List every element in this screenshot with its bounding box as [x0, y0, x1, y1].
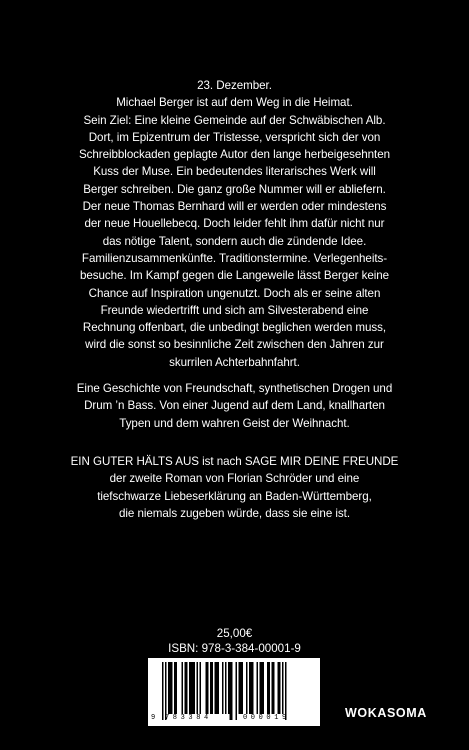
blurb-line: die niemals zugeben würde, dass sie eine ist.: [118, 506, 351, 520]
blurb-line: Familienzusammenkünfte. Traditionstermine. Verlegenheits-: [81, 251, 388, 265]
barcode-bar: [162, 662, 164, 720]
isbn-label: ISBN: 978-3-384-00001-9: [168, 642, 301, 655]
barcode-bar: [174, 662, 176, 714]
barcode-bar: [189, 662, 191, 714]
blurb-line: Michael Berger ist auf dem Weg in die Heimat.: [116, 96, 353, 110]
barcode-bar: [168, 662, 170, 714]
barcode-digits: [148, 713, 320, 725]
barcode-bar: [212, 662, 214, 714]
blurb-line: Sein Ziel: Eine kleine Gemeinde auf der Schwäbischen Alb.: [83, 113, 386, 127]
barcode-bar: [242, 662, 244, 714]
barcode-bar: [192, 662, 194, 714]
barcode-bar: [239, 662, 241, 714]
isbn-barcode: [148, 658, 320, 726]
barcode-bar: [230, 662, 232, 720]
barcode-bar: [206, 662, 208, 714]
barcode-bar: [200, 662, 202, 714]
barcode-bar: [246, 662, 248, 714]
blurb-line: skurrilen Achterbahnfahrt.: [169, 355, 300, 369]
barcode-bar: [272, 662, 274, 714]
barcode-bar: [197, 662, 199, 714]
blurb-line: Dort, im Epizentrum der Tristesse, verspricht sich der von: [88, 130, 381, 144]
barcode-bar: [278, 662, 280, 714]
barcode-bar: [218, 662, 220, 714]
barcode-bar: [215, 662, 217, 714]
blurb-line: 23. Dezember.: [197, 79, 272, 92]
blurb-line: Schreibblockaden geplagte Autor den lange herbeigesehnten: [78, 148, 391, 162]
barcode-bar: [257, 662, 259, 714]
barcode-bar: [216, 662, 218, 714]
blurb-line: Typen und dem wahren Geist der Weihnacht.: [119, 416, 350, 430]
publisher-name: WOKASOMA: [345, 706, 427, 720]
barcode-bar: [267, 662, 269, 714]
barcode-bar: [240, 662, 242, 714]
barcode-bar: [282, 662, 284, 714]
barcode-bar: [273, 662, 275, 714]
barcode-bar: [165, 662, 167, 720]
barcode-bar: [194, 662, 196, 714]
barcode-bar: [170, 662, 172, 714]
barcode-bar: [191, 662, 193, 714]
blurb-line: wird die sonst so besinnliche Zeit zwischen den Jahren zur: [85, 338, 384, 352]
barcode-bar: [261, 662, 263, 714]
barcode-bar: [263, 662, 265, 714]
barcode-bar: [251, 662, 253, 714]
barcode-bar: [252, 662, 254, 714]
blurb-line: Eine Geschichte von Freundschaft, synthetischen Drogen und: [76, 382, 393, 395]
blurb-line: Der neue Thomas Bernhard will er werden oder mindestens: [82, 200, 387, 214]
blurb-line: Drum ’n Bass. Von einer Jugend auf dem Land, knallharten: [84, 399, 385, 413]
price-label: 25,00€: [216, 627, 253, 640]
barcode-bar: [186, 662, 188, 714]
blurb-line: EIN GUTER HÄLTS AUS ist nach SAGE MIR DEINE FREUNDE: [70, 455, 399, 468]
blurb-paragraph-1: [20, 77, 449, 371]
barcode-bar: [207, 662, 209, 714]
blurb-line: das nötige Talent, sondern auch die zündende Idee.: [102, 234, 367, 248]
barcode-bar: [185, 662, 187, 714]
barcode-bar: [171, 662, 173, 714]
barcode-bar: [231, 662, 233, 720]
blurb-line: der zweite Roman von Florian Schröder und eine: [109, 472, 360, 486]
barcode-bar: [222, 662, 224, 714]
blurb-line: der neue Houellebecq. Doch leider fehlt ihm dafür nicht nur: [84, 217, 385, 231]
blurb-line: Berger schreiben. Die ganz große Nummer will er abliefern.: [83, 182, 386, 196]
barcode-bar: [279, 662, 281, 714]
blurb-paragraph-2: [20, 380, 449, 432]
barcode-bar: [182, 662, 184, 714]
barcode-bar: [285, 662, 287, 720]
barcode-bar: [269, 662, 271, 714]
blurb-line: Kuss der Muse. Ein bedeutendes literarisches Werk will: [93, 165, 376, 179]
blurb-line: tiefschwarze Liebeserklärung an Baden-Württemberg,: [97, 489, 372, 503]
barcode-bar: [236, 662, 238, 720]
barcode-bar: [225, 662, 227, 714]
barcode-digits-right: 000019: [243, 714, 290, 722]
barcode-bar: [228, 662, 230, 714]
barcode-digits-left: 783384: [165, 714, 212, 722]
blurb-line: Freunde wiedertrifft und sich am Silvesterabend eine: [100, 303, 369, 317]
barcode-bar: [176, 662, 178, 714]
blurb-line: Rechnung offenbart, die unbedingt beglichen werden muss,: [82, 321, 387, 335]
barcode-bar: [260, 662, 262, 714]
blurb-paragraph-3: [20, 453, 449, 522]
barcode-bar: [249, 662, 251, 714]
barcode-digit-first: 9: [151, 714, 156, 722]
blurb-line: Chance auf Inspiration ungenutzt. Doch als er seine alten: [88, 286, 381, 300]
blurb-line: besuche. Im Kampf gegen die Langeweile lässt Berger keine: [79, 269, 390, 283]
barcode-bar: [210, 662, 212, 714]
